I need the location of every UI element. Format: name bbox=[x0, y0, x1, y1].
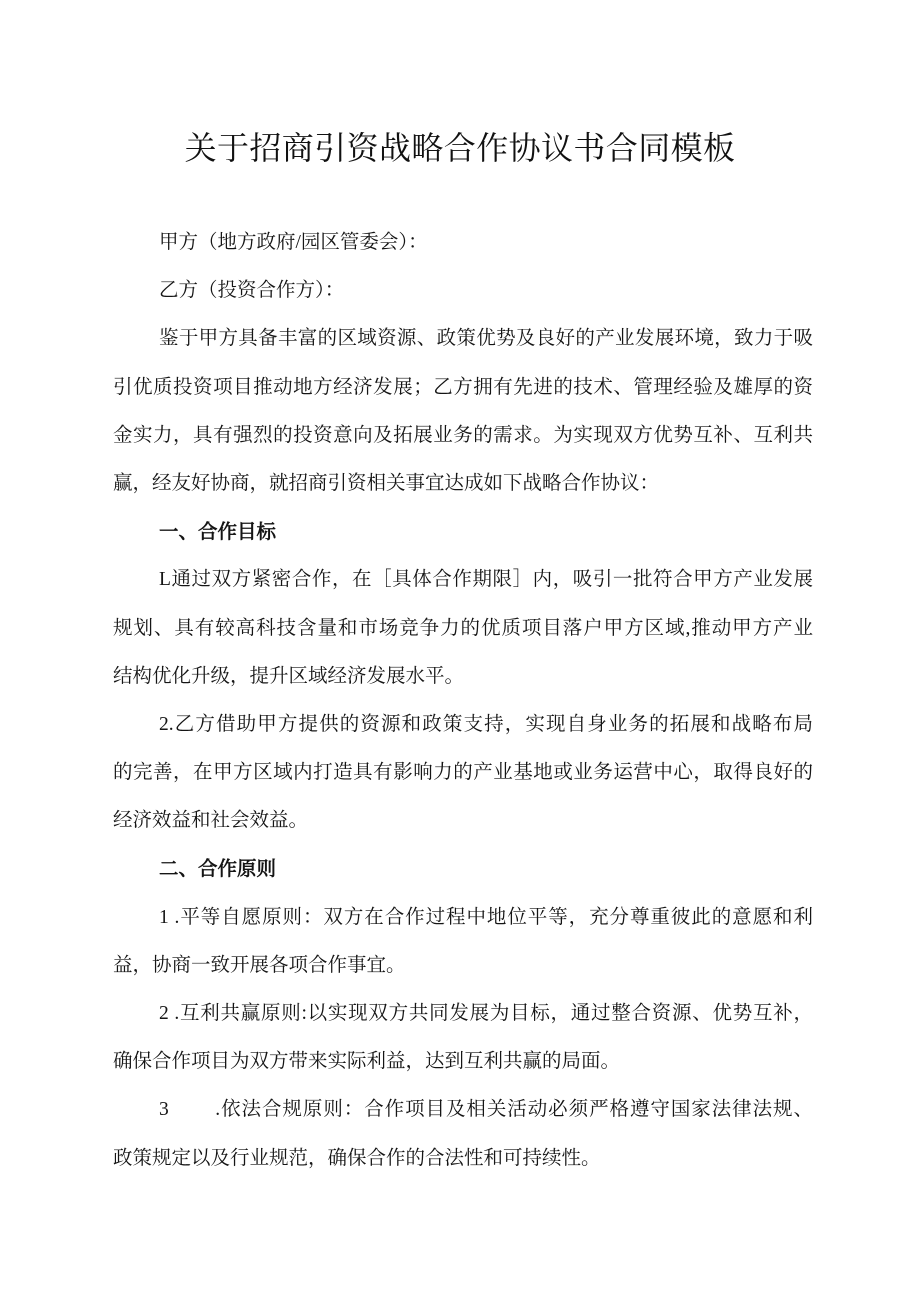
text-line: 金实力，具有强烈的投资意向及拓展业务的需求。为实现双方优势互补、互利共 bbox=[113, 424, 813, 446]
party-b-line: 乙方（投资合作方）： bbox=[159, 280, 345, 302]
section-cooperation-goals bbox=[113, 508, 813, 845]
text-line: 引优质投资项目推动地方经济发展；乙方拥有先进的技术、管理经验及雄厚的资 bbox=[113, 376, 813, 398]
clause-item bbox=[113, 1086, 813, 1182]
text-line: 确保合作项目为双方带来实际利益，达到互利共赢的局面。 bbox=[113, 1051, 621, 1073]
preamble-paragraph bbox=[113, 315, 813, 508]
text-line: 规划、具有较高科技含量和市场竞争力的优质项目落户甲方区域,推动甲方产业 bbox=[113, 617, 813, 639]
section-cooperation-principles bbox=[113, 845, 813, 1182]
text-line: 2 .互利共赢原则:以实现双方共同发展为目标，通过整合资源、优势互补， bbox=[159, 1003, 813, 1024]
clause-item bbox=[113, 894, 813, 990]
document-title: 关于招商引资战略合作协议书合同模板 bbox=[184, 129, 736, 167]
clause-item bbox=[113, 701, 813, 846]
clause-item bbox=[113, 556, 813, 701]
text-line: 益，协商一致开展各项合作事宜。 bbox=[113, 954, 406, 976]
document-body bbox=[113, 219, 813, 1183]
text-line: 的完善，在甲方区域内打造具有影响力的产业基地或业务运营中心，取得良好的 bbox=[113, 762, 813, 784]
text-line: 赢，经友好协商，就招商引资相关事宜达成如下战略合作协议： bbox=[113, 472, 660, 494]
text-line: 结构优化升级，提升区域经济发展水平。 bbox=[113, 665, 465, 687]
text-line: 政策规定以及行业规范，确保合作的合法性和可持续性。 bbox=[113, 1147, 601, 1169]
section-heading: 一、合作目标 bbox=[159, 520, 277, 544]
clause-item bbox=[113, 990, 813, 1086]
text-line: L通过双方紧密合作，在［具体合作期限］内，吸引一批符合甲方产业发展 bbox=[159, 569, 813, 591]
party-a-line: 甲方（地方政府/园区管委会）： bbox=[159, 232, 428, 253]
text-line: 3 .依法合规原则：合作项目及相关活动必须严格遵守国家法律法规、 bbox=[159, 1099, 813, 1121]
text-line: 1 .平等自愿原则：双方在合作过程中地位平等，充分尊重彼此的意愿和利 bbox=[159, 906, 813, 928]
section-heading: 二、合作原则 bbox=[159, 857, 277, 881]
text-line: 经济效益和社会效益。 bbox=[113, 810, 309, 832]
text-line: 鉴于甲方具备丰富的区域资源、政策优势及良好的产业发展环境，致力于吸 bbox=[159, 328, 813, 350]
text-line: 2.乙方借助甲方提供的资源和政策支持，实现自身业务的拓展和战略布局 bbox=[159, 713, 813, 735]
